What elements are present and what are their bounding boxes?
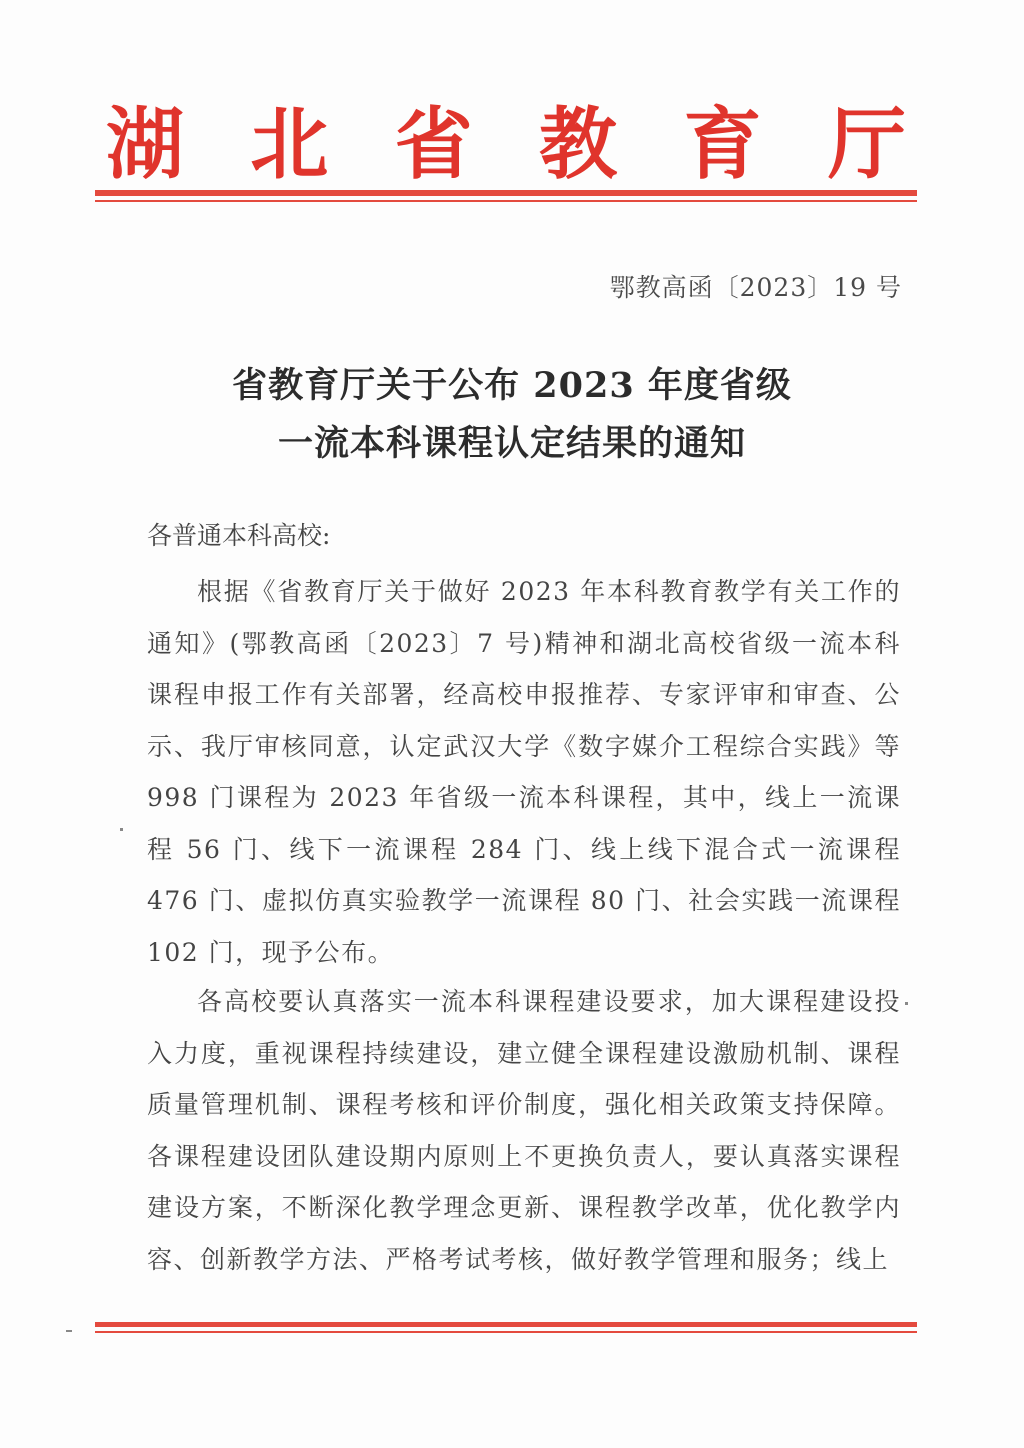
footer-divider	[95, 1322, 917, 1333]
letterhead-char: 教	[539, 99, 618, 190]
body-paragraph-2: 各高校要认真落实一流本科课程建设要求，加大课程建设投入力度，重视课程持续建设，建立健全课程建设激励机制、课程质量管理机制、课程考核和评价制度，强化相关政策支持保障。各课程建设团队建设期内原则上不更换负责人，要认真落实课程建设方案，不断深化教学理念更新、课程教学改革，优化教学内容、创新教学方法、严格考试考核，做好教学管理和服务；线上	[147, 987, 901, 1274]
scan-speck	[905, 1002, 908, 1005]
letterhead-char: 育	[683, 99, 762, 190]
scan-speck	[66, 1330, 72, 1332]
notice-title-line2: 一流本科课程认定结果的通知	[277, 423, 746, 464]
scan-speck	[120, 828, 123, 831]
letterhead-char: 省	[394, 99, 473, 190]
letterhead-divider	[95, 190, 917, 202]
letterhead-char: 北	[250, 99, 329, 190]
letterhead-char: 湖	[105, 99, 184, 190]
letterhead-char: 厅	[827, 99, 906, 190]
body-paragraph-1: 根据《省教育厅关于做好 2023 年本科教育教学有关工作的通知》(鄂教高函〔2023〕7 号)精神和湖北高校省级一流本科课程申报工作有关部署，经高校申报推荐、专家评审和审查、公示、我厅审核同意，认定武汉大学《数字媒介工程综合实践》等 998 门课程为 2023 年省级一流本科课程，其中，线上一流课程 56 门、线下一流课程 284 门、线上线下混合式一流课程 476 门、虚拟仿真实验教学一流课程 80 门、社会实践一流课程 102 门，现予公布。	[147, 577, 901, 967]
notice-title-line1: 省教育厅关于公布 2023 年度省级	[232, 365, 792, 406]
letterhead-title	[95, 88, 917, 188]
salutation: 各普通本科高校:	[147, 521, 331, 550]
document-number: 鄂教高函〔2023〕19 号	[609, 273, 902, 302]
